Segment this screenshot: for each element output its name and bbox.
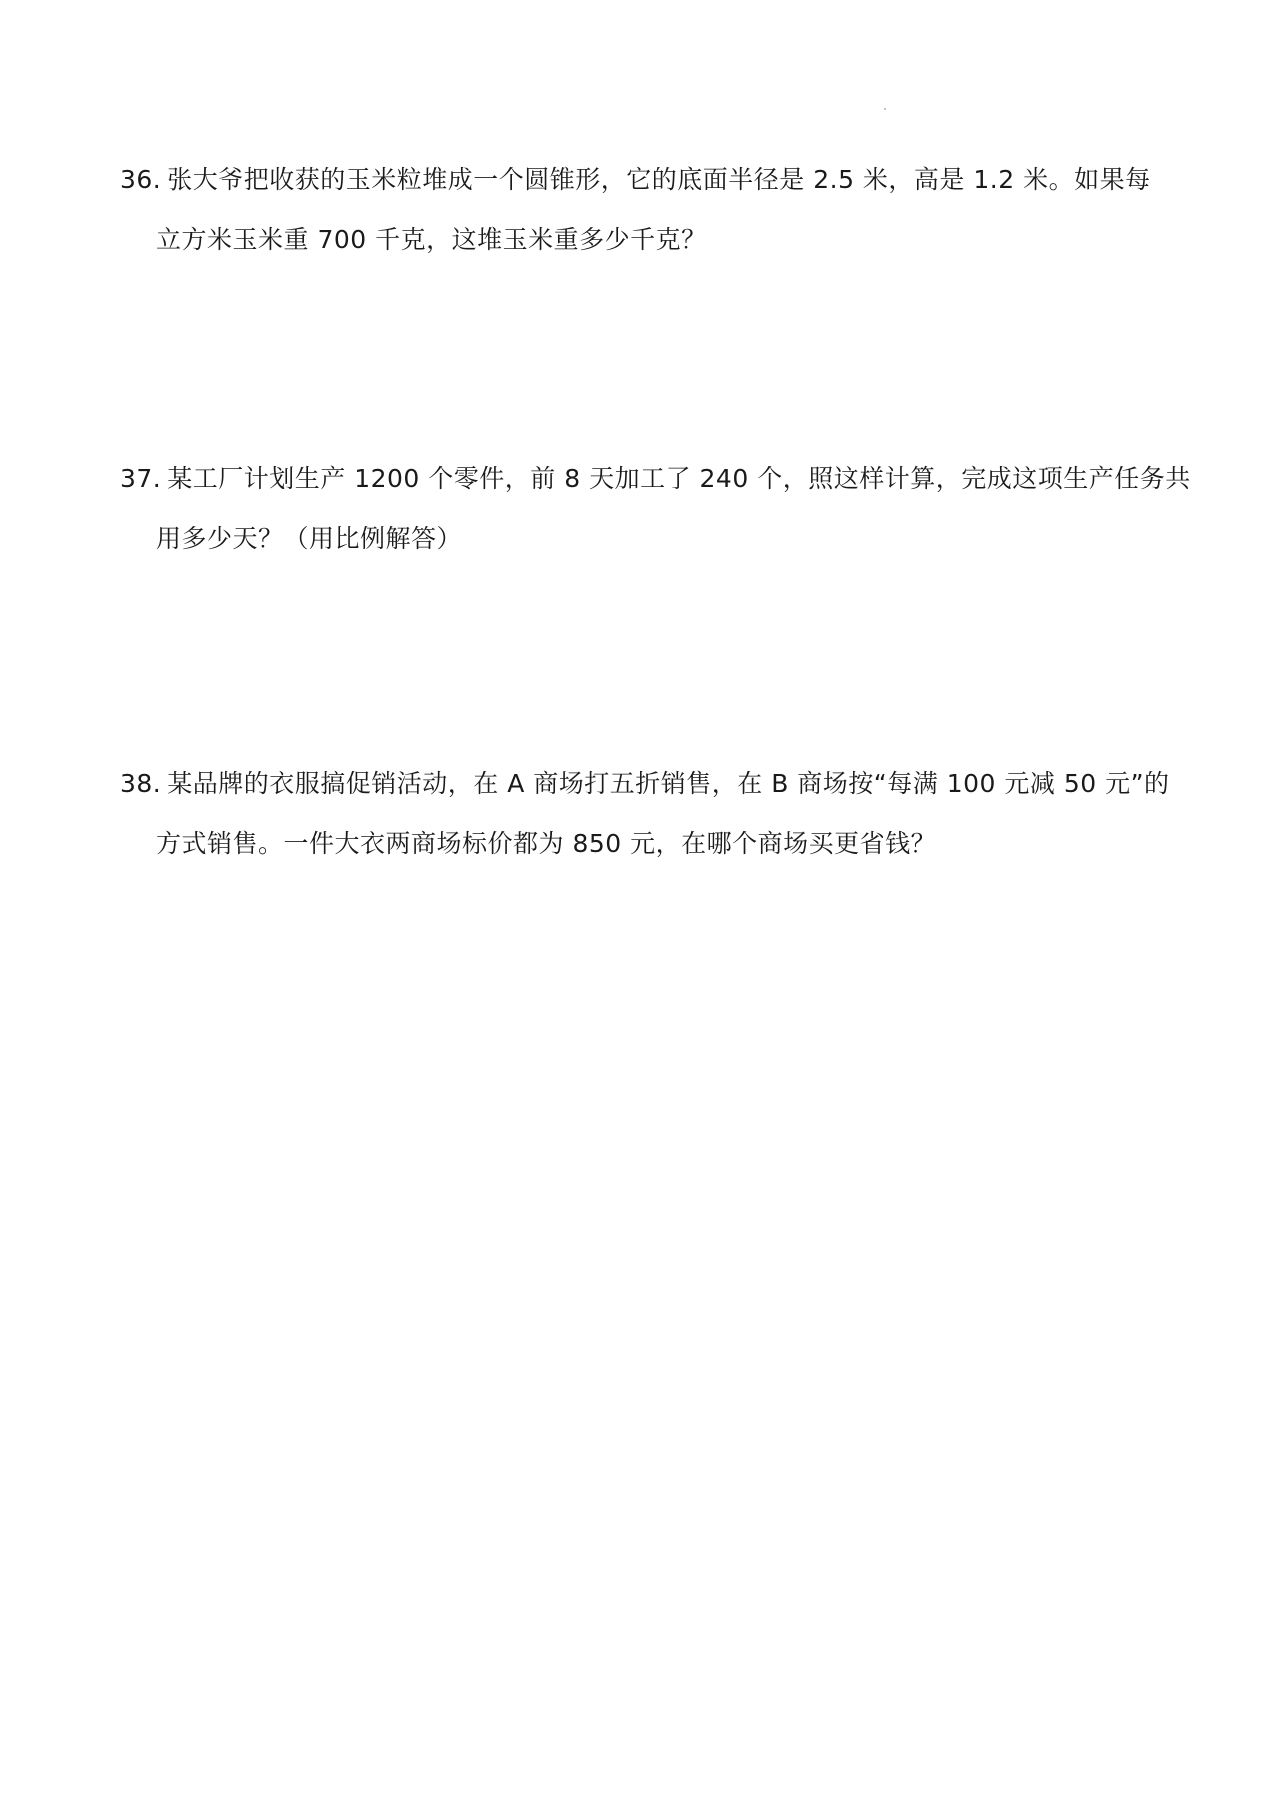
question-38 — [120, 766, 1180, 862]
question-line-1 — [120, 162, 1180, 198]
question-line-2: 立方米玉米重 700 千克，这堆玉米重多少千克？ — [156, 225, 707, 254]
answer-space-38[interactable] — [120, 866, 1180, 1766]
question-text: 张大爷把收获的玉米粒堆成一个圆锥形，它的底面半径是 2.5 米，高是 1.2 米。如果每 — [167, 165, 1151, 194]
question-number: 37. — [120, 464, 162, 493]
answer-space-37[interactable] — [120, 561, 1180, 746]
question-number: 38. — [120, 769, 162, 798]
question-number: 36. — [120, 165, 162, 194]
question-line-2: 用多少天？（用比例解答） — [156, 524, 463, 553]
question-37 — [120, 461, 1191, 557]
question-36 — [120, 162, 1180, 258]
answer-space-36[interactable] — [120, 262, 1180, 442]
question-line-1 — [120, 766, 1180, 802]
scan-speck — [884, 108, 886, 110]
question-line-1 — [120, 461, 1191, 497]
question-line-2: 方式销售。一件大衣两商场标价都为 850 元，在哪个商场买更省钱？ — [156, 829, 937, 858]
question-text: 某工厂计划生产 1200 个零件，前 8 天加工了 240 个，照这样计算，完成这项生产任务共 — [167, 464, 1191, 493]
question-text: 某品牌的衣服搞促销活动，在 A 商场打五折销售，在 B 商场按“每满 100 元减 50 元”的 — [167, 769, 1170, 798]
